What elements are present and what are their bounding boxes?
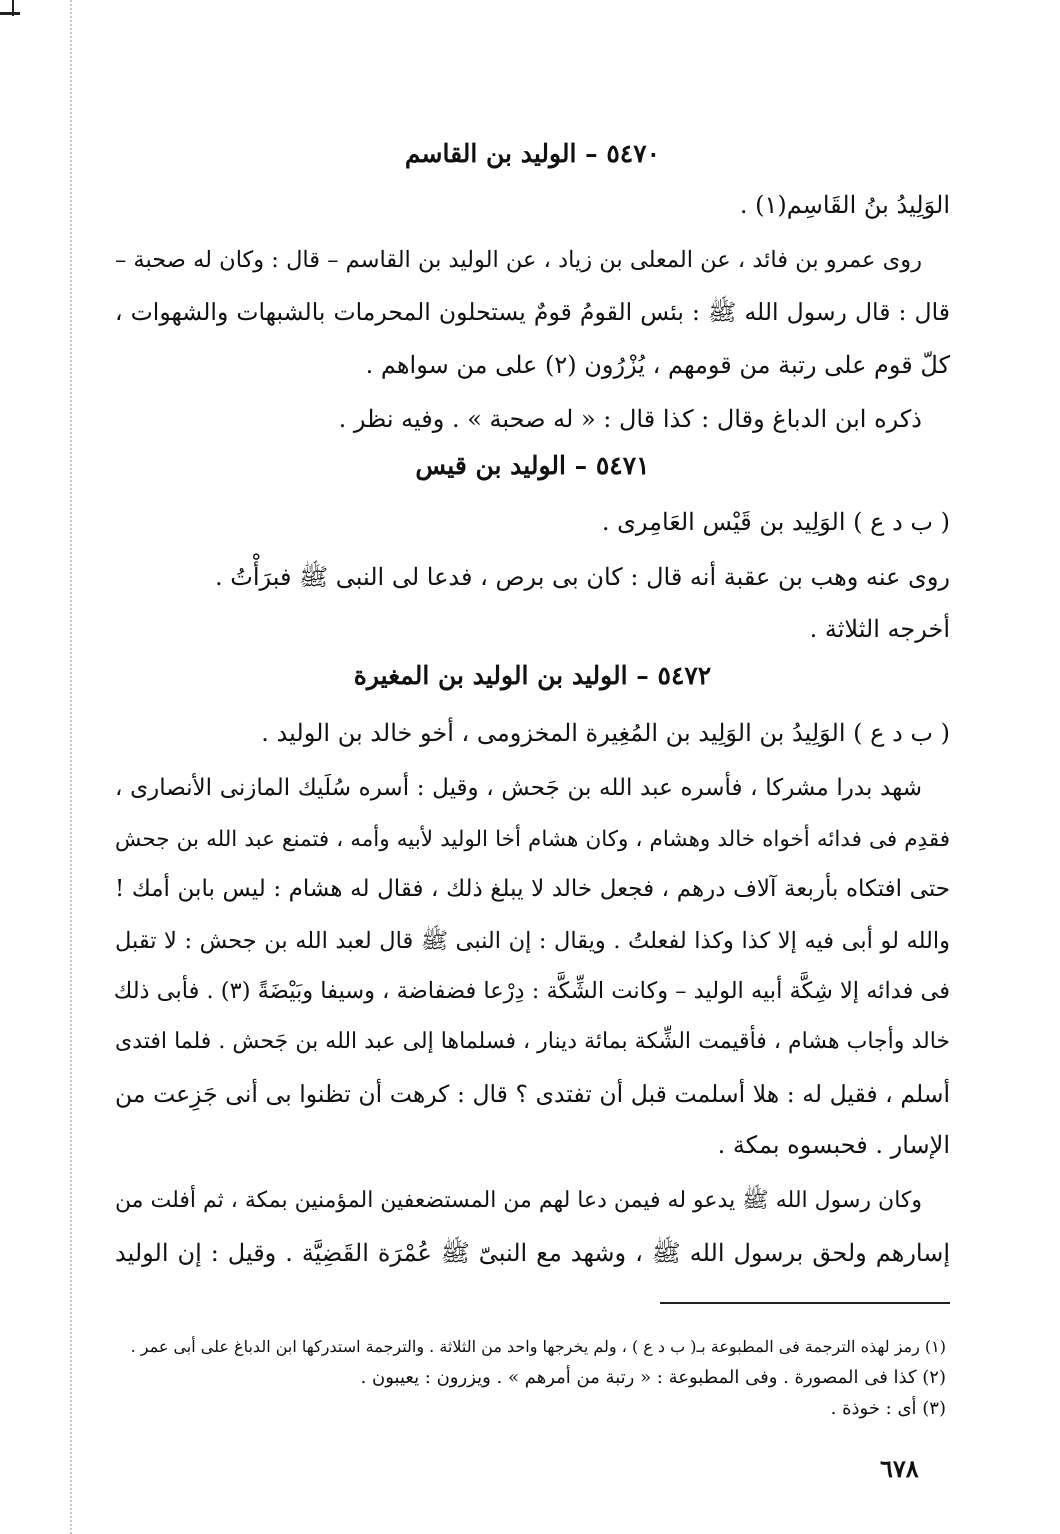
entry-heading: ٥٤٧١ – الوليد بن قيس xyxy=(415,451,650,480)
entry-name-line: ( ب د ع ) الوَلِيد بن قَيْس العَامِرى . xyxy=(601,508,950,536)
body-line: حتى افتكاه بأربعة آلاف درهم ، فجعل خالد لا يبلغ ذلك ، فقال له هشام : ليس بابن أمك ! xyxy=(115,876,950,902)
body-line: فقدِم فى فدائه أخواه خالد وهشام ، وكان هشام أخا الوليد لأبيه وأمه ، فتمنع عبد الله بن جحش xyxy=(115,827,950,852)
body-line: وكان رسول الله ﷺ يدعو له فيمن دعا لهم من المستضعفين المؤمنين بمكة ، ثم أفلت من xyxy=(114,1188,922,1213)
scan-corner-mark xyxy=(0,12,20,15)
body-line: الإسار . فحبسوه بمكة . xyxy=(717,1131,950,1159)
body-line: شهد بدرا مشركا ، فأسره عبد الله بن جَحش ، وقيل : أسره سُلَيك المازنى الأنصارى ، xyxy=(115,775,922,801)
footnote: (١) رمز لهذه الترجمة فى المطبوعة بـ( ب د ع ) ، ولم يخرجها واحد من الثلاثة . والترجمة استدركها ابن الدباغ على أبى عمر . xyxy=(130,1337,946,1356)
entry-heading: ٥٤٧٠ – الوليد بن القاسم xyxy=(404,139,661,168)
footnote: (٢) كذا فى المصورة . وفى المطبوعة : « رتبة من أمرهم » . ويزرون : يعيبون . xyxy=(360,1367,946,1388)
entry-heading: ٥٤٧٢ – الوليد بن الوليد بن المغيرة xyxy=(353,661,712,690)
body-line: روى عنه وهب بن عقبة أنه قال : كان بى برص ، فدعا لى النبى ﷺ فبرَأْتُ . xyxy=(215,563,950,591)
page-number: ٦٧٨ xyxy=(880,1454,919,1483)
entry-name-line: ( ب د ع ) الوَلِيدُ بن الوَلِيد بن المُغِيرة المخزومى ، أخو خالد بن الوليد . xyxy=(261,719,950,747)
body-line: كلّ قوم على رتبة من قومهم ، يُزْرُون (٢) على من سواهم . xyxy=(365,351,950,379)
body-line: أسلم ، فقيل له : هلا أسلمت قبل أن تفتدى ؟ قال : كرهت أن تظنوا بى أنى جَزِعت من xyxy=(115,1080,950,1108)
footnote: (٣) أى : خوذة . xyxy=(830,1398,946,1419)
scan-edge-dotted-line xyxy=(70,0,72,1534)
body-line: ذكره ابن الدباغ وقال : كذا قال : « له صحبة » . وفيه نظر . xyxy=(338,405,922,433)
body-line: روى عمرو بن فائد ، عن المعلى بن زياد ، عن الوليد بن القاسم – قال : وكان له صحبة – xyxy=(115,247,922,273)
body-line: إسارهم ولحق برسول الله ﷺ ، وشهد مع النبىّ ﷺ عُمْرَة القَضِيَّة . وقيل : إن الوليد xyxy=(115,1239,950,1267)
body-line: قال : قال رسول الله ﷺ : بئس القومُ قومٌ يستحلون المحرمات بالشبهات والشهوات ، xyxy=(115,298,950,326)
body-line: خالد وأجاب هشام ، فأقيمت الشِّكة بمائة دينار ، فسلماها إلى عبد الله بن جَحش . فلما افتدى xyxy=(115,1029,950,1054)
body-line: فى فدائه إلا شِكَّة أبيه الوليد – وكانت الشِّكَّة : دِرْعا فضفاضة ، وسيفا وبَيْضَةً (٣) . فأبى ذلك xyxy=(113,978,950,1004)
scan-corner-mark-vertical xyxy=(12,0,14,16)
entry-name-line: الوَلِيدُ بنُ القَاسِم(١) . xyxy=(739,191,950,219)
body-line: والله لو أبى فيه إلا كذا وكذا لفعلتُ . ويقال : إن النبى ﷺ قال لعبد الله بن جحش : لا تقبل xyxy=(115,928,950,954)
body-line: أخرجه الثلاثة . xyxy=(809,615,950,643)
footnote-separator xyxy=(660,1302,950,1304)
